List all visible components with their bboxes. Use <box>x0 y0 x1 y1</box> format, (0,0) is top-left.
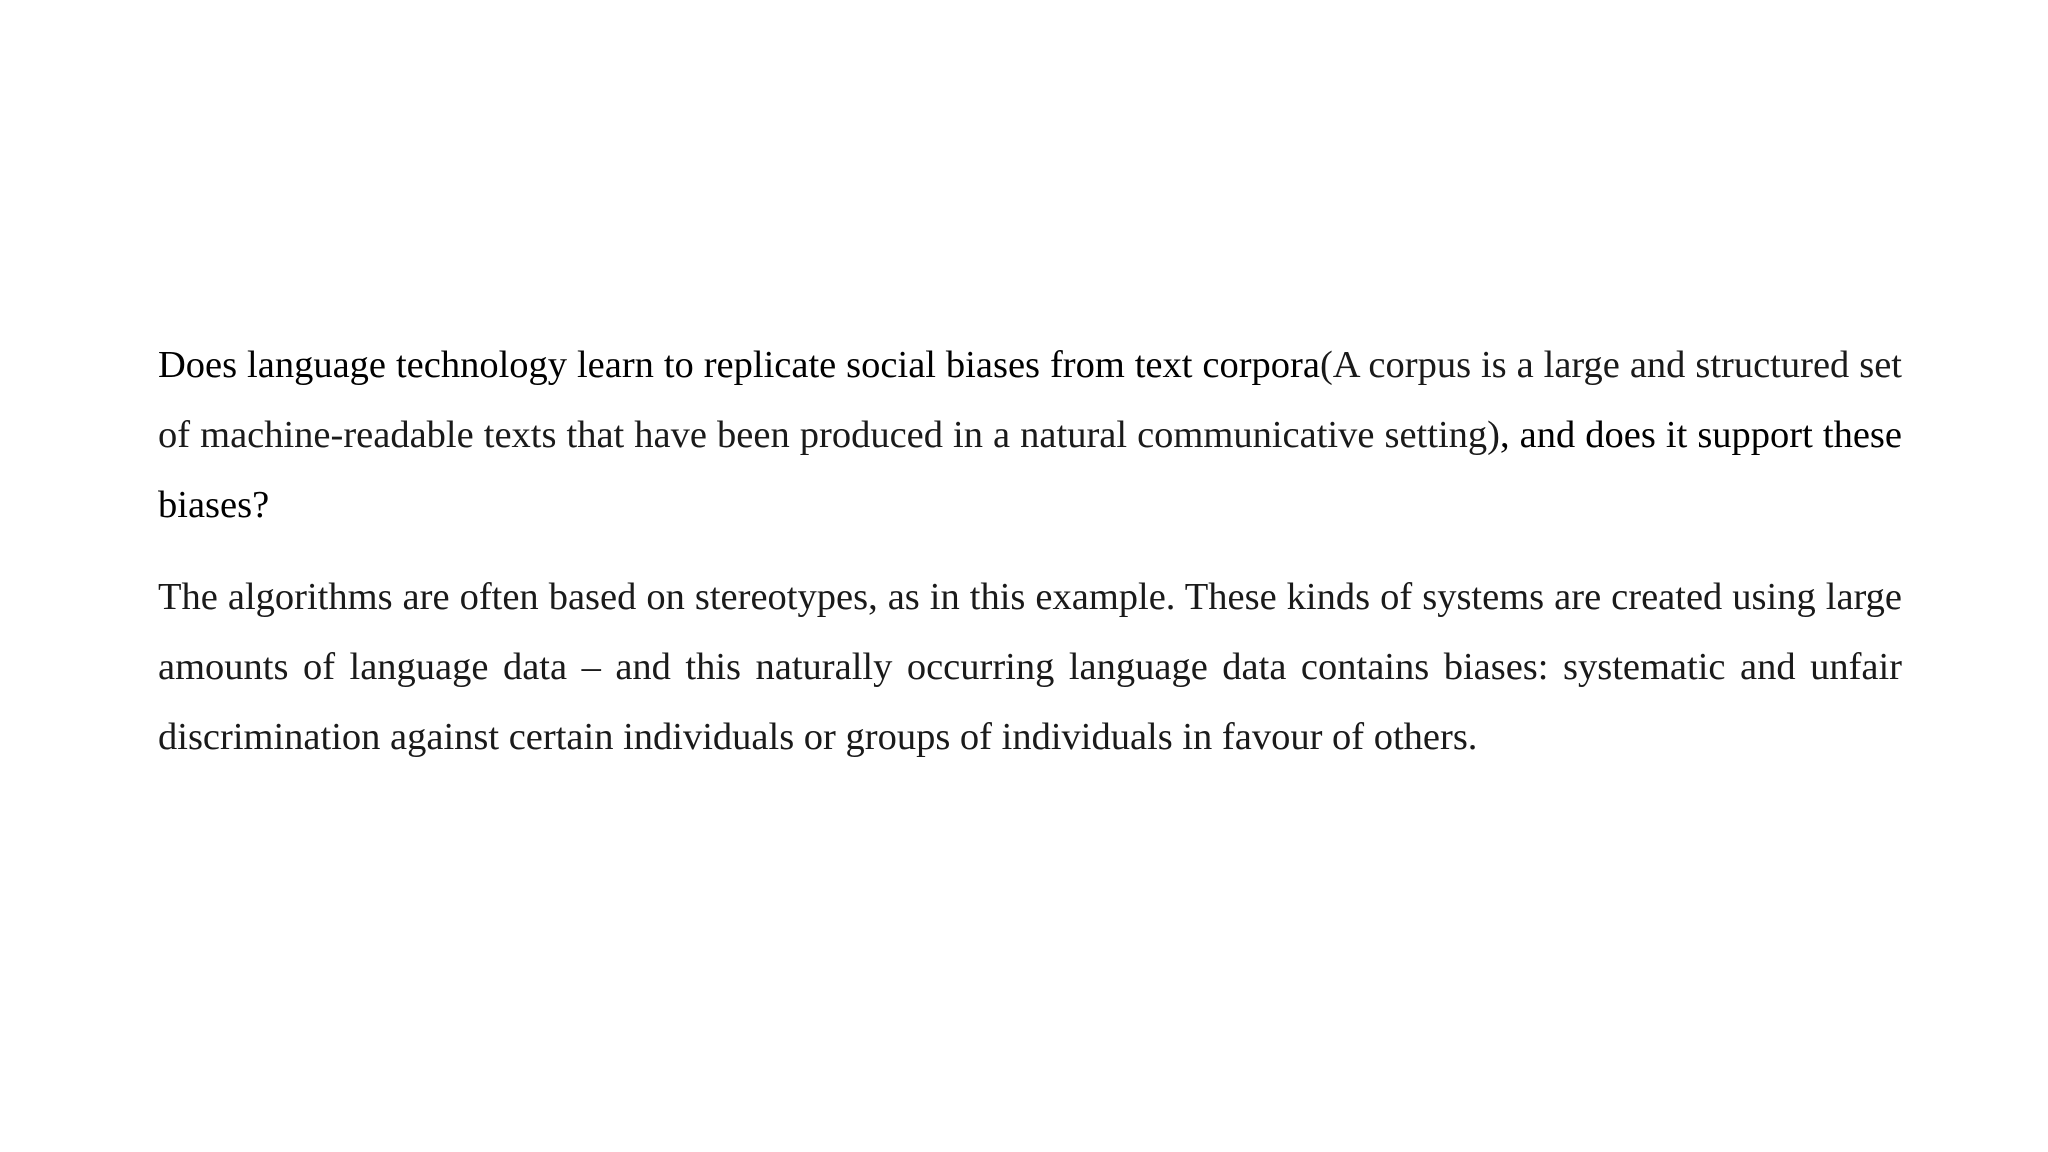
question-tail-text: , and does it support these biases? <box>158 414 1902 526</box>
document-body <box>158 330 1902 772</box>
corpus-definition-text: (A corpus is a large and structured set of machine-readable texts that have been produced in a natural communicative setting) <box>158 344 1902 456</box>
paragraph-explanation: The algorithms are often based on stereotypes, as in this example. These kinds of systems are created using large amounts of language data – and this naturally occurring language data contains biases: systematic and unfair discrimination against certain individuals or groups of individuals in favour of others. <box>158 576 1902 758</box>
paragraph-question <box>158 330 1902 540</box>
question-lead-text: Does language technology learn to replicate social biases from text corpora <box>158 344 1320 386</box>
